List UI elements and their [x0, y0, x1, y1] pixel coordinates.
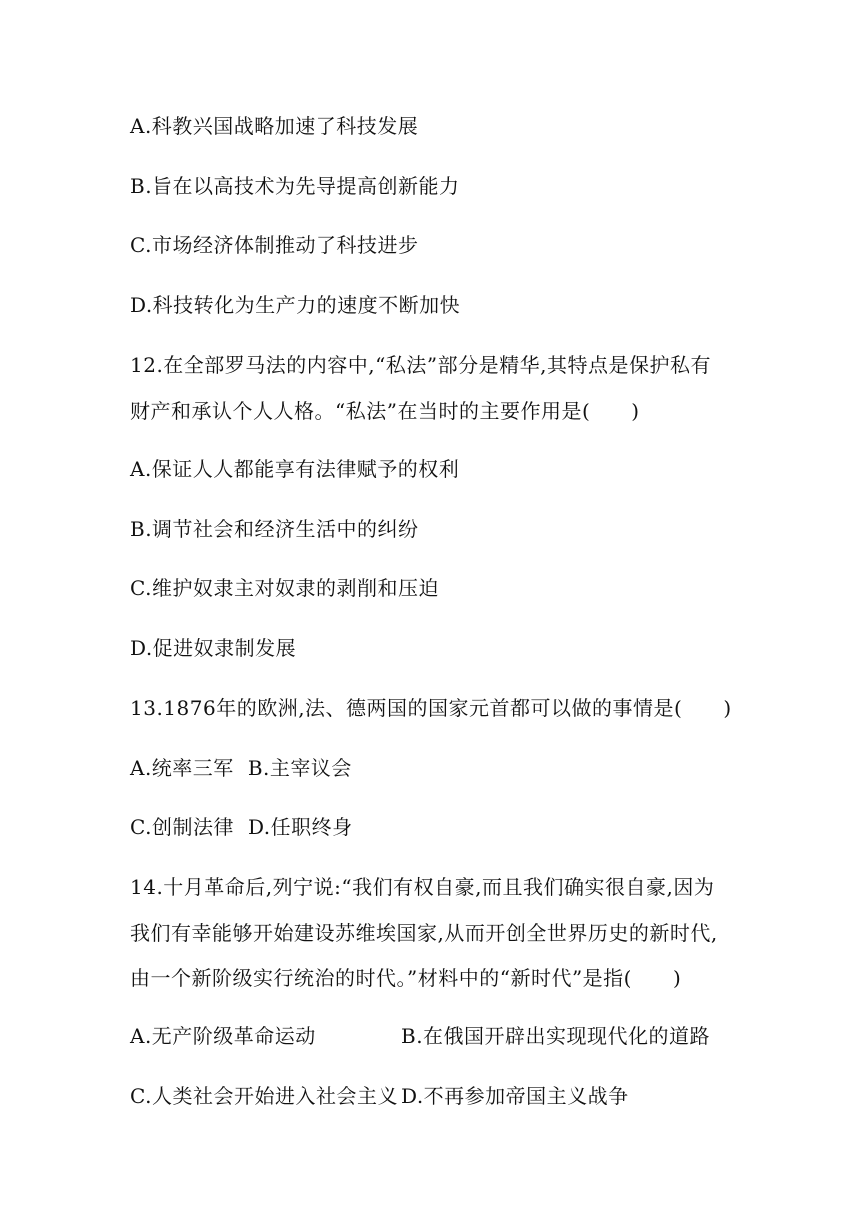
q14-stem-line-3: 由一个新阶级实行统治的时代。”材料中的“新时代”是指( ) [130, 966, 682, 990]
q13-option-d: D.任职终身 [247, 815, 353, 839]
q14-option-a: A.无产阶级革命运动 [130, 1024, 316, 1048]
q14-option-d: D.不再参加帝国主义战争 [401, 1084, 629, 1108]
q13-option-a: A.统率三军 [130, 756, 234, 780]
q12-option-a: A.保证人人都能享有法律赋予的权利 [130, 457, 460, 481]
q12-option-c: C.维护奴隶主对奴隶的剥削和压迫 [130, 576, 439, 600]
q14-stem-line-2: 我们有幸能够开始建设苏维埃国家,从而开创全世界历史的新时代, [130, 921, 718, 945]
q13-options-row-1 [130, 754, 352, 782]
q11-option-a: A.科教兴国战略加速了科技发展 [130, 114, 419, 138]
q13-options-row-2 [130, 813, 353, 841]
q11-option-b: B.旨在以高技术为先导提高创新能力 [130, 174, 460, 198]
q13-option-b: B.主宰议会 [247, 756, 352, 780]
q13-stem: 13.1876年的欧洲,法、德两国的国家元首都可以做的事情是( ) [130, 696, 732, 720]
q14-option-c: C.人类社会开始进入社会主义 [130, 1084, 398, 1108]
q11-option-c: C.市场经济体制推动了科技进步 [130, 233, 419, 257]
q12-option-b: B.调节社会和经济生活中的纠纷 [130, 517, 419, 541]
q13-option-c: C.创制法律 [130, 815, 234, 839]
q14-option-b: B.在俄国开辟出实现现代化的道路 [401, 1024, 711, 1048]
q14-stem-line-1: 14.十月革命后,列宁说:“我们有权自豪,而且我们确实很自豪,因为 [130, 875, 715, 899]
q12-stem-line-2: 财产和承认个人人格。“私法”在当时的主要作用是( ) [130, 399, 640, 423]
q11-option-d: D.科技转化为生产力的速度不断加快 [130, 293, 461, 317]
q12-stem-line-1: 12.在全部罗马法的内容中,“私法”部分是精华,其特点是保护私有 [130, 353, 711, 377]
q12-option-d: D.促进奴隶制发展 [130, 636, 297, 660]
